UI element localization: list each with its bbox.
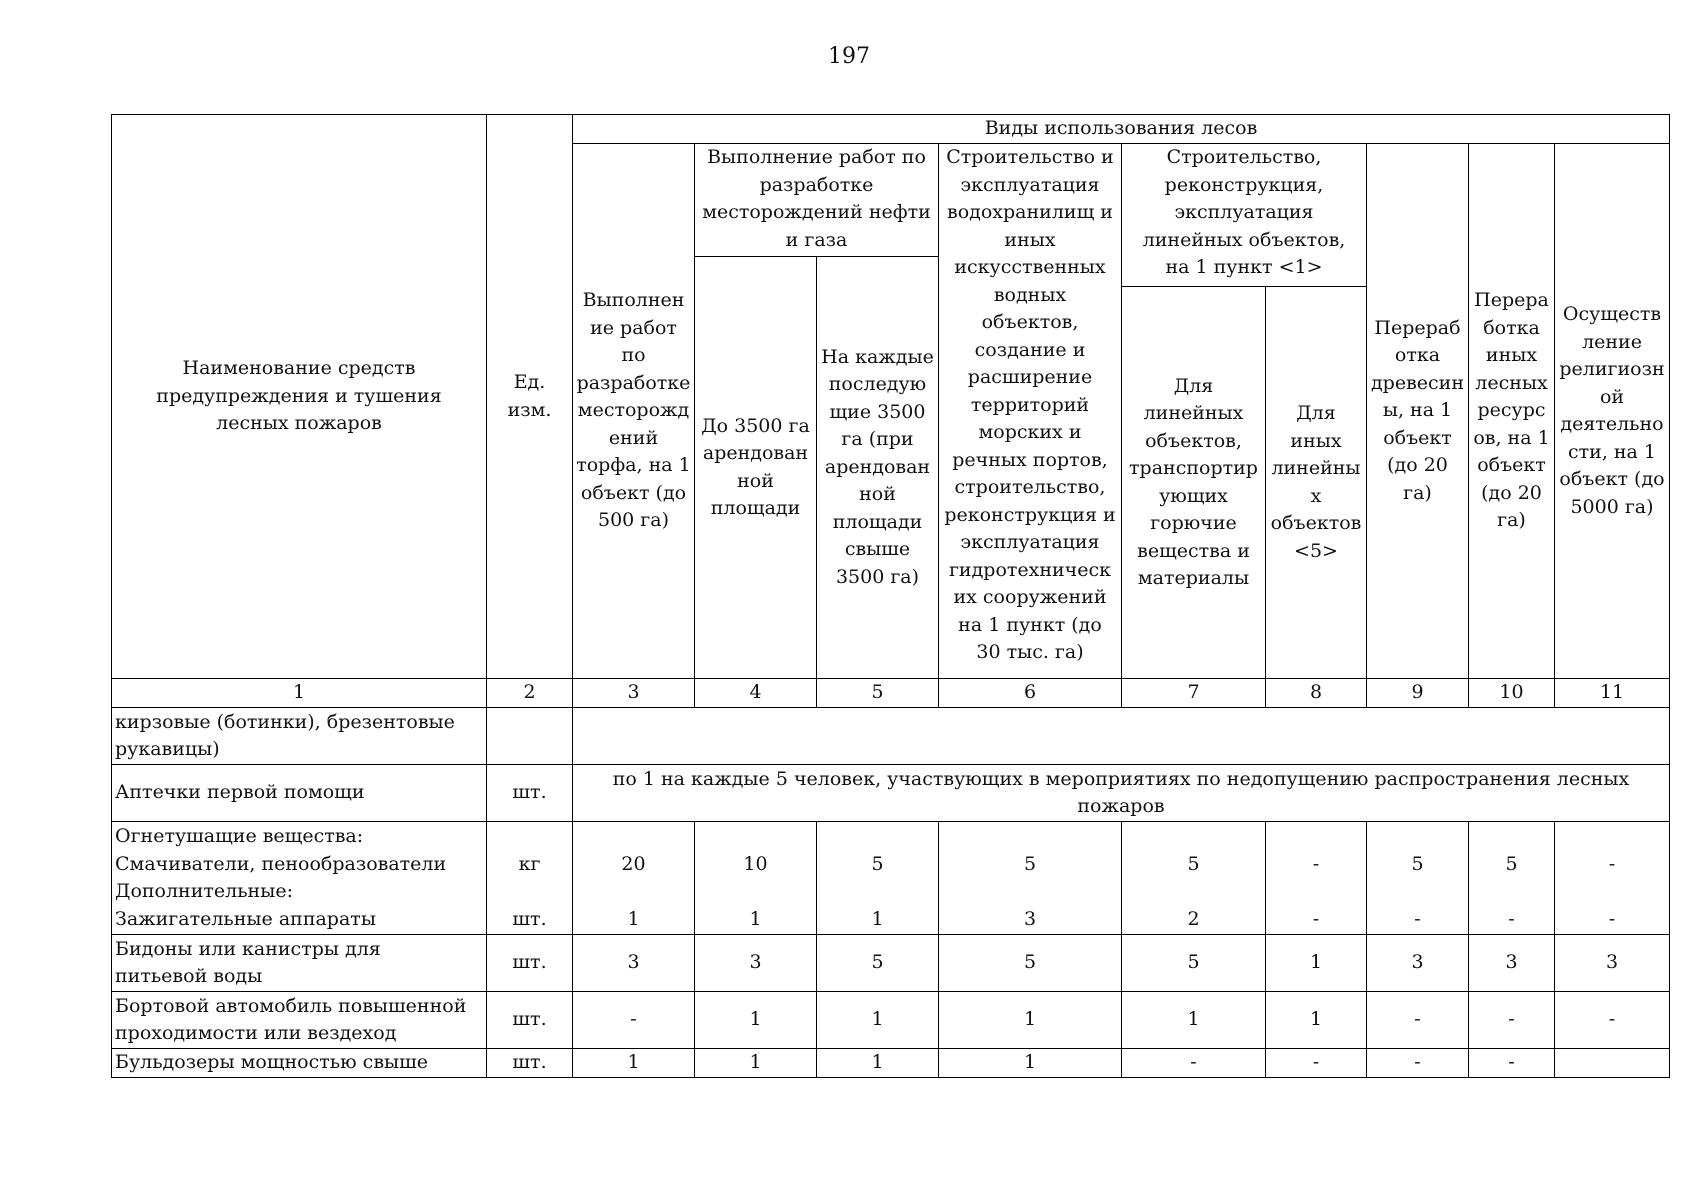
- header-equipment-name: Наименование средств предупреждения и тушения лесных пожаров: [112, 115, 487, 679]
- row-value: 5: [939, 935, 1122, 992]
- column-number: 3: [573, 679, 695, 708]
- row-name-first-aid-kits: Аптечки первой помощи: [112, 765, 487, 822]
- column-number: 2: [487, 679, 573, 708]
- row-value: [1555, 1049, 1670, 1078]
- column-number: 9: [1367, 679, 1469, 708]
- page-number: 197: [828, 44, 870, 69]
- row-name-extinguishing-agents: Огнетушащие вещества: Смачиватели, пенообразователи Дополнительные: Зажигательные аппараты: [112, 822, 487, 935]
- row-name-bulldozers: Бульдозеры мощностью свыше: [112, 1049, 487, 1078]
- header-religious-activity: Осуществ ление религиозн ой деятельно сти, на 1 объект (до 5000 га): [1555, 144, 1670, 679]
- row-value: -: [1367, 992, 1469, 1049]
- row-value: 5 1: [817, 822, 939, 935]
- header-row-1: [112, 115, 1670, 144]
- row-value: - -: [1555, 822, 1670, 935]
- column-number: 1: [112, 679, 487, 708]
- table-row: [112, 708, 1670, 765]
- row-value: -: [1555, 992, 1670, 1049]
- row-value: 3: [1367, 935, 1469, 992]
- row-value: 1: [695, 992, 817, 1049]
- row-value: -: [1122, 1049, 1266, 1078]
- table-row: [112, 935, 1670, 992]
- column-number: 6: [939, 679, 1122, 708]
- row-value: 1: [573, 1049, 695, 1078]
- row-name-boots-gloves: кирзовые (ботинки), брезентовые рукавицы): [112, 708, 487, 765]
- row-note-first-aid: по 1 на каждые 5 человек, участвующих в мероприятиях по недопущению распространения лесных пожаров: [573, 765, 1670, 822]
- header-linear-flammable: Для линейных объектов, транспортир ующих горючие вещества и материалы: [1122, 287, 1266, 679]
- table-row: [112, 1049, 1670, 1078]
- row-value: 1: [1266, 992, 1367, 1049]
- header-oil-gas-group: Выполнение работ по разработке месторождений нефти и газа: [695, 144, 939, 257]
- row-unit: кг шт.: [487, 822, 573, 935]
- row-value: 1: [939, 1049, 1122, 1078]
- row-value: -: [1469, 992, 1555, 1049]
- row-value: 3: [695, 935, 817, 992]
- header-linear-objects-group: Строительство, реконструкция, эксплуатация линейных объектов, на 1 пункт <1>: [1122, 144, 1367, 287]
- row-value: 1: [1266, 935, 1367, 992]
- row-value: 1: [817, 992, 939, 1049]
- row-name-water-cans: Бидоны или канистры для питьевой воды: [112, 935, 487, 992]
- row-name-offroad-vehicle: Бортовой автомобиль повышенной проходимости или вездеход: [112, 992, 487, 1049]
- row-value: -: [573, 992, 695, 1049]
- header-wood-processing: Перераб отка древесин ы, на 1 объект (до 20 га): [1367, 144, 1469, 679]
- row-value: 5 -: [1469, 822, 1555, 935]
- row-value: -: [1469, 1049, 1555, 1078]
- header-linear-other: Для иных линейны х объектов <5>: [1266, 287, 1367, 679]
- row-value: 5: [1122, 935, 1266, 992]
- row-value: -: [1266, 1049, 1367, 1078]
- row-value: - -: [1266, 822, 1367, 935]
- column-number: 8: [1266, 679, 1367, 708]
- column-number: 11: [1555, 679, 1670, 708]
- row-value: 1: [939, 992, 1122, 1049]
- column-number: 7: [1122, 679, 1266, 708]
- header-oil-gas-up-to-3500: До 3500 га арендован ной площади: [695, 257, 817, 679]
- row-value: 20 1: [573, 822, 695, 935]
- row-value: 1: [817, 1049, 939, 1078]
- row-value: -: [1367, 1049, 1469, 1078]
- header-other-resources-processing: Перера ботка иных лесных ресурс ов, на 1 объект (до 20 га): [1469, 144, 1555, 679]
- row-value: 10 1: [695, 822, 817, 935]
- fire-equipment-table: [111, 114, 1670, 1078]
- column-number-row: [112, 679, 1670, 708]
- row-unit: шт.: [487, 992, 573, 1049]
- row-unit: [487, 708, 573, 765]
- row-value: 1: [695, 1049, 817, 1078]
- table-row: [112, 822, 1670, 935]
- row-value: 5: [817, 935, 939, 992]
- table-row: [112, 992, 1670, 1049]
- column-number: 5: [817, 679, 939, 708]
- row-value: 5 3: [939, 822, 1122, 935]
- header-forest-use-types: Виды использования лесов: [573, 115, 1670, 144]
- row-value: 3: [573, 935, 695, 992]
- row-unit: шт.: [487, 765, 573, 822]
- header-peat-extraction: Выполнен ие работ по разработке месторожд ений торфа, на 1 объект (до 500 га): [573, 144, 695, 679]
- header-oil-gas-each-next-3500: На каждые последую щие 3500 га (при арендован ной площади свыше 3500 га): [817, 257, 939, 679]
- row-value: 1: [1122, 992, 1266, 1049]
- table-row: [112, 765, 1670, 822]
- header-reservoirs-ports: Строительство и эксплуатация водохранилищ и иных искусственных водных объектов, создание и расширение территорий морских и речных портов, строительство, реконструкция и эксплуатация гидротехническ их сооружений на 1 пункт (до 30 тыс. га): [939, 144, 1122, 679]
- row-value: 3: [1555, 935, 1670, 992]
- row-value: 5 2: [1122, 822, 1266, 935]
- row-merged-empty: [573, 708, 1670, 765]
- header-unit: Ед. изм.: [487, 115, 573, 679]
- row-value: 3: [1469, 935, 1555, 992]
- column-number: 4: [695, 679, 817, 708]
- row-unit: шт.: [487, 935, 573, 992]
- row-unit: шт.: [487, 1049, 573, 1078]
- row-value: 5 -: [1367, 822, 1469, 935]
- column-number: 10: [1469, 679, 1555, 708]
